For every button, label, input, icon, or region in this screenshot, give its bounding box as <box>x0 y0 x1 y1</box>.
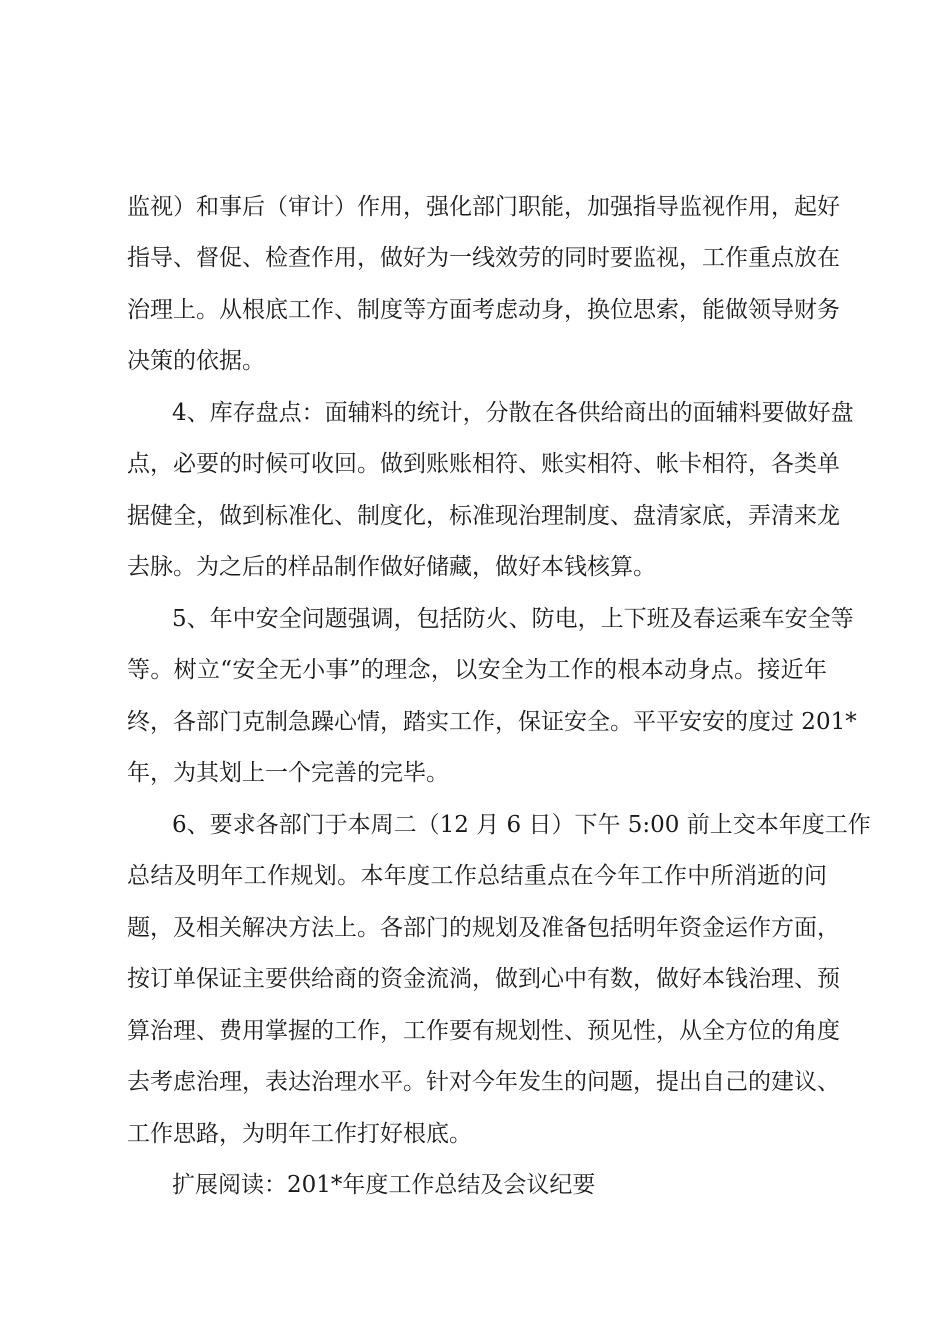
paragraph-line: 题，及相关解决方法上。各部门的规划及准备包括明年资金运作方面， <box>127 915 840 941</box>
paragraph-line: 年，为其划上一个完善的完毕。 <box>127 760 449 786</box>
paragraph-line: 据健全，做到标准化、制度化，标准现治理制度、盘清家底，弄清来龙 <box>127 503 840 529</box>
extended-reading-line: 扩展阅读：201*年度工作总结及会议纪要 <box>172 1172 596 1198</box>
paragraph-line: 指导、督促、检查作用，做好为一线效劳的同时要监视，工作重点放在 <box>127 245 840 271</box>
paragraph-line: 决策的依据。 <box>127 348 265 374</box>
paragraph-line: 去脉。为之后的样品制作做好储藏，做好本钱核算。 <box>127 554 656 580</box>
paragraph-line: 工作思路，为明年工作打好根底。 <box>127 1121 472 1147</box>
paragraph-line: 算治理、费用掌握的工作，工作要有规划性、预见性，从全方位的角度 <box>127 1018 840 1044</box>
paragraph-line: 4、库存盘点：面辅料的统计，分散在各供给商出的面辅料要做好盘 <box>172 400 854 426</box>
paragraph-line: 按订单保证主要供给商的资金流淌，做到心中有数，做好本钱治理、预 <box>127 966 840 992</box>
paragraph-line: 监视）和事后（审计）作用，强化部门职能，加强指导监视作用，起好 <box>127 194 840 220</box>
paragraph-line: 总结及明年工作规划。本年度工作总结重点在今年工作中所消逝的问 <box>127 863 827 889</box>
paragraph-line: 治理上。从根底工作、制度等方面考虑动身，换位思索，能做领导财务 <box>127 297 840 323</box>
paragraph-line: 去考虑治理，表达治理水平。针对今年发生的问题，提出自己的建议、 <box>127 1069 840 1095</box>
paragraph-line: 等。树立“安全无小事”的理念，以安全为工作的根本动身点。接近年 <box>127 657 827 683</box>
paragraph-line: 6、要求各部门于本周二（12 月 6 日）下午 5:00 前上交本年度工作 <box>172 812 871 838</box>
paragraph-line: 5、年中安全问题强调，包括防火、防电，上下班及春运乘车安全等 <box>172 606 854 632</box>
paragraph-line: 点，必要的时候可收回。做到账账相符、账实相符、帐卡相符，各类单 <box>127 451 840 477</box>
paragraph-line: 终，各部门克制急躁心情，踏实工作，保证安全。平平安安的度过 201* <box>127 709 857 735</box>
